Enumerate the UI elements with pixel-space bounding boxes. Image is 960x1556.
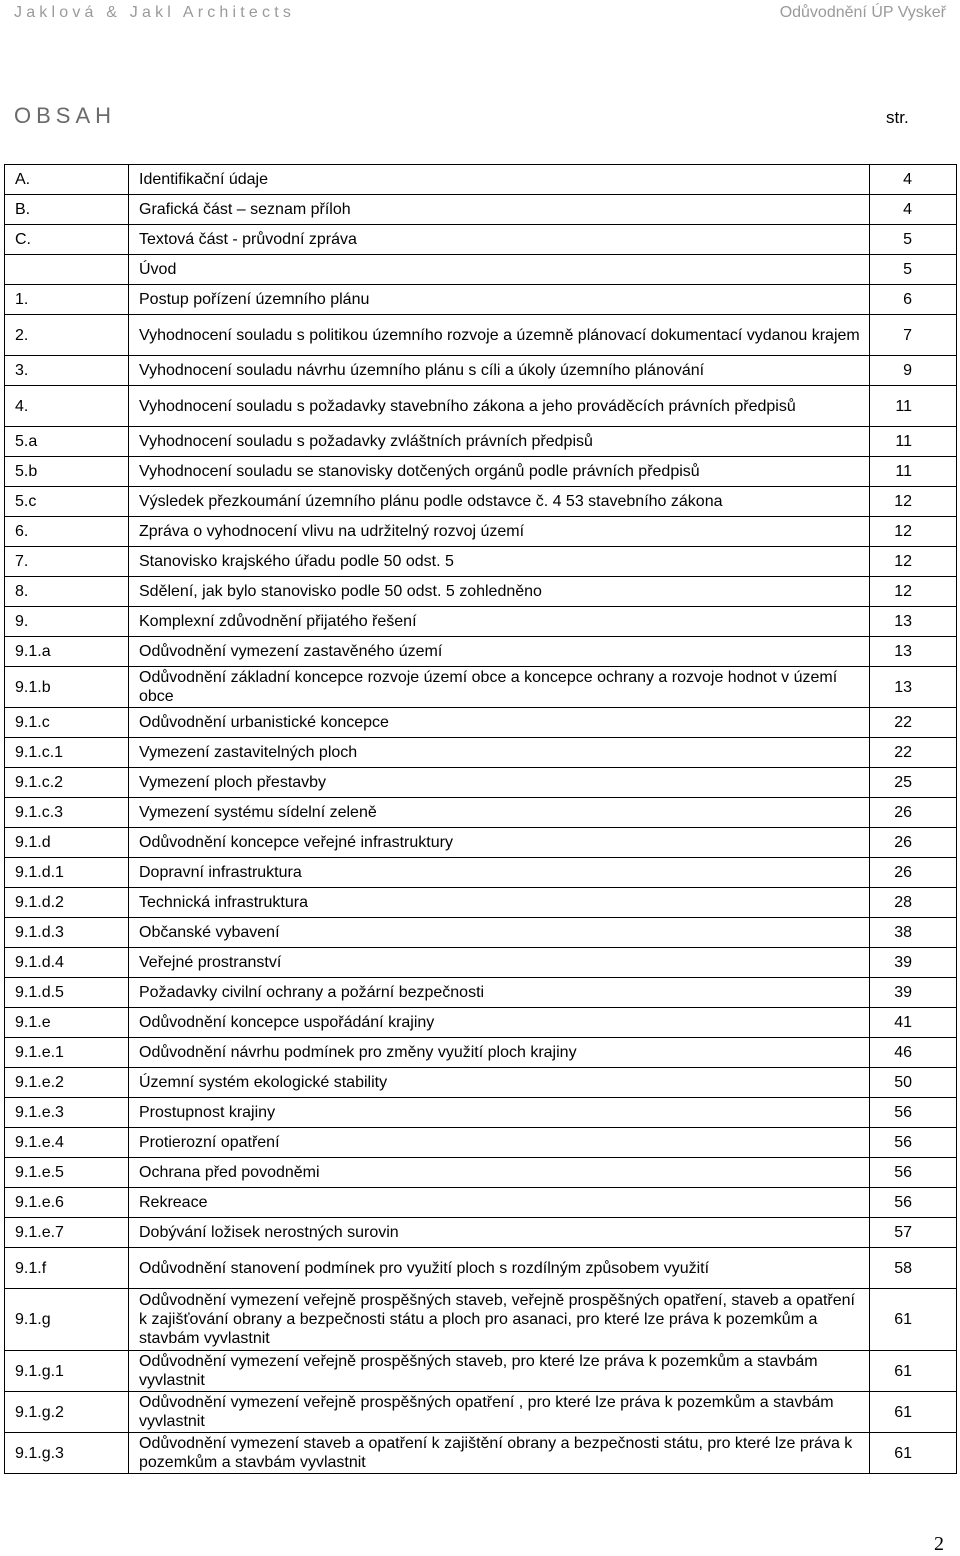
toc-entry-page: 5 <box>870 225 957 255</box>
toc-entry-number: 9.1.d.1 <box>5 858 129 888</box>
toc-entry-title: Odůvodnění vymezení veřejně prospěšných opatření , pro které lze práva k pozemkům a stavbám vyvlastnit <box>129 1392 870 1433</box>
toc-row <box>5 978 957 1008</box>
toc-title: OBSAH <box>14 103 117 128</box>
toc-row <box>5 858 957 888</box>
toc-row <box>5 1038 957 1068</box>
toc-entry-page: 25 <box>870 768 957 798</box>
toc-entry-page: 50 <box>870 1068 957 1098</box>
toc-row <box>5 577 957 607</box>
toc-row <box>5 798 957 828</box>
toc-entry-title: Odůvodnění stanovení podmínek pro využití ploch s rozdílným způsobem využití <box>129 1248 870 1289</box>
toc-entry-title: Komplexní zdůvodnění přijatého řešení <box>129 607 870 637</box>
toc-entry-number: 9.1.f <box>5 1248 129 1289</box>
toc-entry-page: 11 <box>870 457 957 487</box>
toc-entry-number: 9.1.e.5 <box>5 1158 129 1188</box>
toc-entry-page: 26 <box>870 798 957 828</box>
toc-row <box>5 948 957 978</box>
toc-entry-page: 58 <box>870 1248 957 1289</box>
toc-entry-title: Odůvodnění vymezení staveb a opatření k zajištění obrany a bezpečnosti státu, pro které lze práva k pozemkům a stavbám vyvlastnit <box>129 1433 870 1474</box>
toc-entry-title: Stanovisko krajského úřadu podle 50 odst. 5 <box>129 547 870 577</box>
toc-entry-number: 7. <box>5 547 129 577</box>
toc-entry-title: Výsledek přezkoumání územního plánu podle odstavce č. 4 53 stavebního zákona <box>129 487 870 517</box>
toc-entry-page: 11 <box>870 427 957 457</box>
toc-entry-title: Odůvodnění základní koncepce rozvoje území obce a koncepce ochrany a rozvoje hodnot v území obce <box>129 667 870 708</box>
toc-entry-number: A. <box>5 165 129 195</box>
running-header <box>14 4 946 26</box>
toc-entry-page: 13 <box>870 607 957 637</box>
toc-entry-number: 9.1.d.5 <box>5 978 129 1008</box>
toc-entry-title: Odůvodnění koncepce uspořádání krajiny <box>129 1008 870 1038</box>
toc-row <box>5 1008 957 1038</box>
toc-entry-title: Zpráva o vyhodnocení vlivu na udržitelný rozvoj území <box>129 517 870 547</box>
toc-entry-page: 61 <box>870 1351 957 1392</box>
toc-entry-number: 9. <box>5 607 129 637</box>
toc-entry-number: 9.1.c <box>5 708 129 738</box>
toc-row <box>5 768 957 798</box>
toc-entry-title: Územní systém ekologické stability <box>129 1068 870 1098</box>
toc-entry-title: Odůvodnění vymezení veřejně prospěšných staveb, pro které lze práva k pozemkům a stavbám vyvlastnit <box>129 1351 870 1392</box>
toc-row <box>5 828 957 858</box>
toc-entry-page: 56 <box>870 1128 957 1158</box>
header-firm-name: Jaklová & Jakl Architects <box>14 4 296 21</box>
toc-entry-title: Veřejné prostranství <box>129 948 870 978</box>
toc-row <box>5 427 957 457</box>
toc-entry-page: 4 <box>870 195 957 225</box>
toc-page-column-label: str. <box>886 108 909 127</box>
toc-entry-page: 5 <box>870 255 957 285</box>
toc-row <box>5 607 957 637</box>
toc-entry-title: Protierozní opatření <box>129 1128 870 1158</box>
toc-entry-page: 13 <box>870 667 957 708</box>
toc-entry-number: 2. <box>5 315 129 356</box>
toc-entry-page: 61 <box>870 1392 957 1433</box>
toc-table <box>4 164 957 1474</box>
toc-entry-page: 6 <box>870 285 957 315</box>
toc-row <box>5 1392 957 1433</box>
toc-entry-page: 39 <box>870 948 957 978</box>
toc-entry-number: C. <box>5 225 129 255</box>
toc-entry-number: 3. <box>5 356 129 386</box>
toc-entry-number: 5.b <box>5 457 129 487</box>
toc-entry-title: Úvod <box>129 255 870 285</box>
toc-entry-number: 9.1.e.4 <box>5 1128 129 1158</box>
toc-row <box>5 1128 957 1158</box>
toc-entry-page: 39 <box>870 978 957 1008</box>
toc-entry-title: Vymezení zastavitelných ploch <box>129 738 870 768</box>
toc-entry-title: Dopravní infrastruktura <box>129 858 870 888</box>
toc-entry-title: Rekreace <box>129 1188 870 1218</box>
toc-entry-title: Technická infrastruktura <box>129 888 870 918</box>
toc-row <box>5 1188 957 1218</box>
toc-row <box>5 1098 957 1128</box>
toc-row <box>5 888 957 918</box>
toc-entry-number <box>5 255 129 285</box>
toc-row <box>5 1289 957 1351</box>
toc-entry-title: Ochrana před povodněmi <box>129 1158 870 1188</box>
toc-entry-page: 22 <box>870 708 957 738</box>
toc-entry-number: 9.1.b <box>5 667 129 708</box>
toc-entry-title: Vyhodnocení souladu se stanovisky dotčených orgánů podle právních předpisů <box>129 457 870 487</box>
toc-entry-number: 9.1.d.2 <box>5 888 129 918</box>
toc-entry-page: 12 <box>870 517 957 547</box>
toc-entry-number: 9.1.d.3 <box>5 918 129 948</box>
toc-entry-title: Odůvodnění koncepce veřejné infrastruktury <box>129 828 870 858</box>
toc-entry-number: 8. <box>5 577 129 607</box>
toc-entry-title: Vyhodnocení souladu s požadavky zvláštních právních předpisů <box>129 427 870 457</box>
toc-entry-number: 1. <box>5 285 129 315</box>
toc-entry-title: Textová část - průvodní zpráva <box>129 225 870 255</box>
toc-entry-title: Vymezení systému sídelní zeleně <box>129 798 870 828</box>
toc-entry-title: Vyhodnocení souladu s politikou územního rozvoje a územně plánovací dokumentací vydanou krajem <box>129 315 870 356</box>
toc-entry-page: 13 <box>870 637 957 667</box>
toc-entry-page: 61 <box>870 1433 957 1474</box>
toc-entry-number: 9.1.e <box>5 1008 129 1038</box>
toc-row <box>5 1158 957 1188</box>
toc-entry-page: 4 <box>870 165 957 195</box>
toc-entry-number: 9.1.c.1 <box>5 738 129 768</box>
toc-row <box>5 386 957 427</box>
toc-entry-number: 9.1.e.1 <box>5 1038 129 1068</box>
toc-entry-number: 9.1.a <box>5 637 129 667</box>
toc-entry-title: Odůvodnění urbanistické koncepce <box>129 708 870 738</box>
toc-entry-number: 9.1.d.4 <box>5 948 129 978</box>
toc-entry-number: 4. <box>5 386 129 427</box>
toc-entry-page: 61 <box>870 1289 957 1351</box>
toc-row <box>5 738 957 768</box>
toc-row <box>5 285 957 315</box>
toc-entry-page: 41 <box>870 1008 957 1038</box>
toc-row <box>5 547 957 577</box>
toc-entry-title: Vymezení ploch přestavby <box>129 768 870 798</box>
toc-entry-title: Odůvodnění vymezení veřejně prospěšných staveb, veřejně prospěšných opatření, staveb a opatření k zajišťování obrany a bezpečnosti státu a ploch pro asanaci, pro které lze práva k pozemkům a stavbám vyvlastnit <box>129 1289 870 1351</box>
toc-entry-number: 9.1.c.3 <box>5 798 129 828</box>
toc-entry-number: 9.1.e.6 <box>5 1188 129 1218</box>
toc-entry-number: 9.1.g.1 <box>5 1351 129 1392</box>
toc-entry-number: 5.c <box>5 487 129 517</box>
toc-entry-number: 6. <box>5 517 129 547</box>
toc-entry-number: 9.1.e.7 <box>5 1218 129 1248</box>
toc-row <box>5 918 957 948</box>
toc-entry-page: 12 <box>870 577 957 607</box>
toc-row <box>5 315 957 356</box>
toc-entry-page: 38 <box>870 918 957 948</box>
toc-entry-page: 7 <box>870 315 957 356</box>
toc-entry-title: Dobývání ložisek nerostných surovin <box>129 1218 870 1248</box>
toc-entry-title: Identifikační údaje <box>129 165 870 195</box>
toc-entry-title: Odůvodnění vymezení zastavěného území <box>129 637 870 667</box>
toc-row <box>5 1433 957 1474</box>
toc-entry-title: Vyhodnocení souladu návrhu územního plánu s cíli a úkoly územního plánování <box>129 356 870 386</box>
toc-entry-page: 56 <box>870 1158 957 1188</box>
page-number: 2 <box>934 1533 944 1555</box>
toc-entry-number: 9.1.g.2 <box>5 1392 129 1433</box>
toc-entry-page: 26 <box>870 828 957 858</box>
toc-entry-page: 9 <box>870 356 957 386</box>
toc-entry-number: 5.a <box>5 427 129 457</box>
toc-entry-page: 56 <box>870 1098 957 1128</box>
toc-row <box>5 667 957 708</box>
toc-entry-number: 9.1.g <box>5 1289 129 1351</box>
toc-entry-number: 9.1.d <box>5 828 129 858</box>
toc-entry-title: Požadavky civilní ochrany a požární bezpečnosti <box>129 978 870 1008</box>
toc-entry-page: 12 <box>870 487 957 517</box>
toc-entry-page: 12 <box>870 547 957 577</box>
toc-row <box>5 165 957 195</box>
toc-row <box>5 195 957 225</box>
toc-row <box>5 517 957 547</box>
toc-entry-title: Sdělení, jak bylo stanovisko podle 50 odst. 5 zohledněno <box>129 577 870 607</box>
toc-row <box>5 708 957 738</box>
toc-entry-number: 9.1.c.2 <box>5 768 129 798</box>
toc-row <box>5 487 957 517</box>
toc-entry-page: 46 <box>870 1038 957 1068</box>
toc-row <box>5 1068 957 1098</box>
toc-entry-page: 57 <box>870 1218 957 1248</box>
toc-entry-title: Vyhodnocení souladu s požadavky stavebního zákona a jeho prováděcích právních předpisů <box>129 386 870 427</box>
toc-entry-page: 22 <box>870 738 957 768</box>
toc-row <box>5 1218 957 1248</box>
toc-entry-number: 9.1.e.2 <box>5 1068 129 1098</box>
toc-entry-title: Prostupnost krajiny <box>129 1098 870 1128</box>
toc-entry-page: 28 <box>870 888 957 918</box>
toc-entry-number: 9.1.e.3 <box>5 1098 129 1128</box>
toc-row <box>5 1351 957 1392</box>
toc-row <box>5 255 957 285</box>
toc-entry-title: Odůvodnění návrhu podmínek pro změny využití ploch krajiny <box>129 1038 870 1068</box>
toc-entry-title: Grafická část – seznam příloh <box>129 195 870 225</box>
toc-entry-number: 9.1.g.3 <box>5 1433 129 1474</box>
toc-row <box>5 457 957 487</box>
toc-row <box>5 356 957 386</box>
toc-row <box>5 637 957 667</box>
toc-row <box>5 225 957 255</box>
toc-entry-page: 26 <box>870 858 957 888</box>
toc-row <box>5 1248 957 1289</box>
header-document-title: Odůvodnění ÚP Vyskeř <box>779 4 946 21</box>
toc-entry-page: 11 <box>870 386 957 427</box>
toc-entry-title: Občanské vybavení <box>129 918 870 948</box>
toc-entry-page: 56 <box>870 1188 957 1218</box>
toc-entry-number: B. <box>5 195 129 225</box>
toc-entry-title: Postup pořízení územního plánu <box>129 285 870 315</box>
